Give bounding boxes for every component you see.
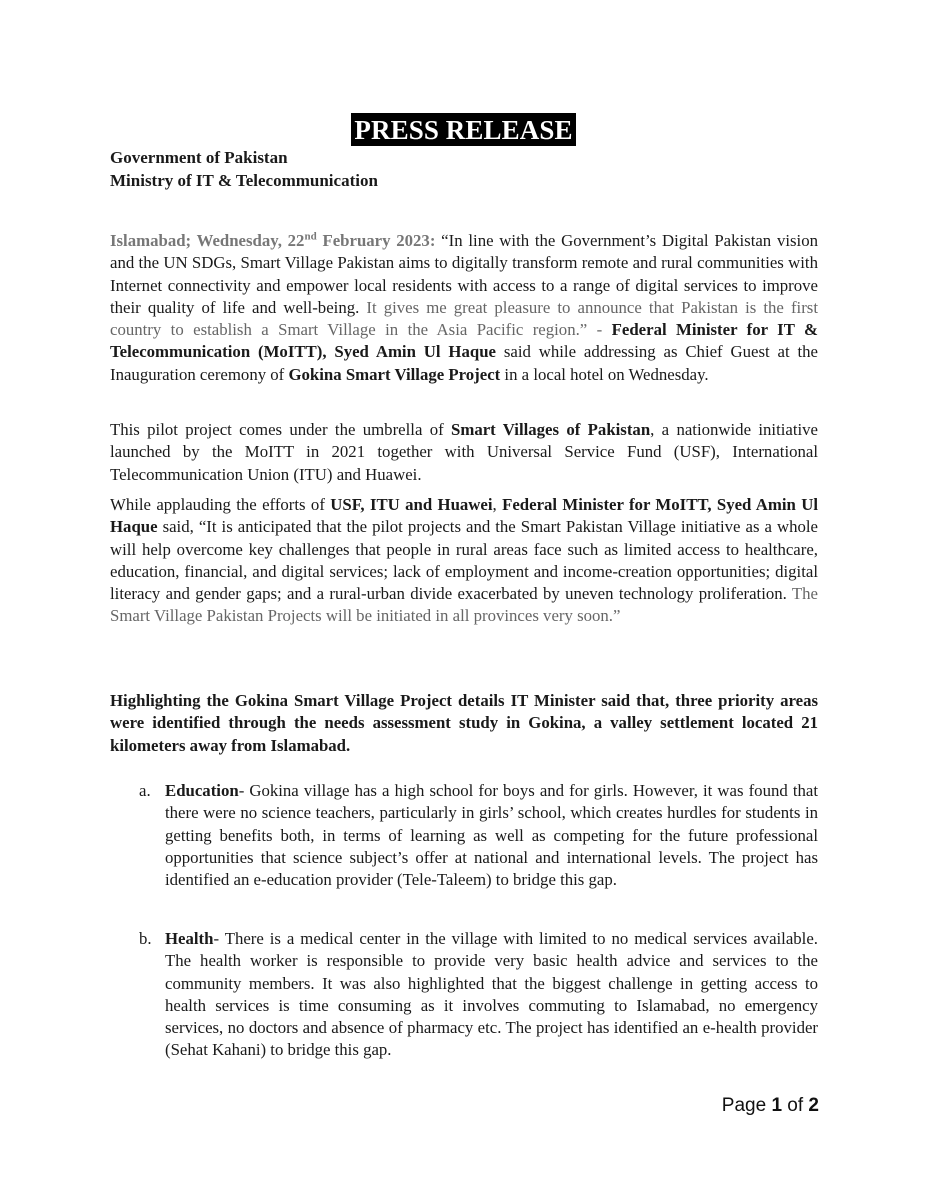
page-of-word: of: [782, 1095, 809, 1116]
paragraph-applauding: [110, 494, 818, 628]
list-body-health: - There is a medical center in the village with limited to no medical services available. The health worker is responsible to provide very basic health advice and services to the community members. It was also highlighted that the biggest challenge in getting access to health services is time consuming as it involves commuting to Islamabad, no emergency services, no doctors and absence of pharmacy etc. The project has identified an e-health provider (Sehat Kahani) to bridge this gap.: [165, 929, 818, 1060]
list-item-text: [165, 780, 818, 891]
project-name: Gokina Smart Village Project: [284, 364, 501, 384]
dateline-rest: February 2023:: [316, 231, 436, 250]
list-marker: a.: [139, 781, 151, 800]
paragraph-highlighting: Highlighting the Gokina Smart Village Project details IT Minister said that, three priority areas were identified through the needs assessment study in Gokina, a valley settlement located 21 kilometers away from Islamabad.: [110, 691, 818, 755]
dateline-sup: nd: [304, 230, 317, 243]
applaud-partners: USF, ITU and Huawei: [324, 495, 493, 514]
org-ministry: Ministry of IT & Telecommunication: [110, 171, 378, 190]
page-number: [722, 1095, 819, 1117]
applaud-quote-end: The Smart Village Pakistan Projects will be initiated in all provinces very soon.”: [110, 584, 818, 626]
applaud-text-a: While applauding the efforts of: [110, 495, 325, 514]
pilot-text-a: This pilot project comes under the umbrella of: [110, 420, 444, 439]
applaud-minister: Federal Minister for MoITT, Syed Amin Ul Haque: [110, 495, 819, 537]
org-government: Government of Pakistan: [110, 148, 288, 167]
paragraph-intro: [110, 230, 818, 386]
dateline: [110, 231, 435, 250]
said-text: said while addressing as Chief Guest at the Inauguration ceremony of: [110, 342, 818, 384]
list-item: [139, 928, 818, 1062]
list-item-text: [165, 928, 818, 1062]
page-title: PRESS RELEASE: [351, 113, 575, 146]
minister-name: Federal Minister for IT & Telecommunication (MoITT), Syed Amin Ul Haque: [110, 320, 818, 362]
list-marker: b.: [139, 929, 152, 948]
dateline-text: Islamabad; Wednesday, 22: [110, 231, 305, 250]
applaud-quote: said, “It is anticipated that the pilot projects and the Smart Pakistan Village initiative as a whole will help overcome key challenges that people in rural areas face such as limited access to healthcare, education, financial, and digital services; lack of employment and income-creation opportunities; digital literacy and gender gaps; and a rural-urban divide exacerbated by uneven technology proliferation.: [110, 517, 818, 604]
list-term-education: Education: [165, 781, 239, 800]
paragraph-pilot: [110, 419, 818, 486]
applaud-comma: ,: [492, 495, 497, 514]
list-item: [139, 780, 818, 891]
page-total: 2: [808, 1095, 819, 1116]
page-word: Page: [721, 1095, 772, 1116]
pilot-bold: Smart Villages of Pakistan: [443, 420, 651, 439]
title-wrap: [0, 113, 927, 146]
pilot-text-c: , a nationwide initiative launched by the MoITT in 2021 together with Universal Service Fund (USF), International Telecommunication Union (ITU) and Huawei.: [110, 420, 819, 484]
list-term-health: Health: [165, 929, 214, 948]
quote-part-b: It gives me great pleasure to announce that Pakistan is the first country to establish a Smart Village in the Asia Pacific region.” -: [110, 297, 818, 340]
quote-part-a: “In line with the Government’s Digital Pakistan vision and the UN SDGs, Smart Village Pakistan aims to digitally transform remote and rural communities with Internet connectivity and empower local residents with access to a range of digital services to improve their quality of life and well-being.: [110, 231, 818, 317]
organization-block: [110, 146, 378, 192]
list-body-education: - Gokina village has a high school for boys and for girls. However, it was found that there were no science teachers, particularly in girls’ school, which creates hurdles for students in getting benefits both, in terms of learning as well as competing for the future professional opportunities that science subject’s offer at national and international levels. The project has identified an e-education provider (Tele-Taleem) to bridge this gap.: [165, 781, 818, 890]
intro-end: in a local hotel on Wednesday.: [500, 364, 709, 384]
page-current: 1: [771, 1095, 783, 1116]
